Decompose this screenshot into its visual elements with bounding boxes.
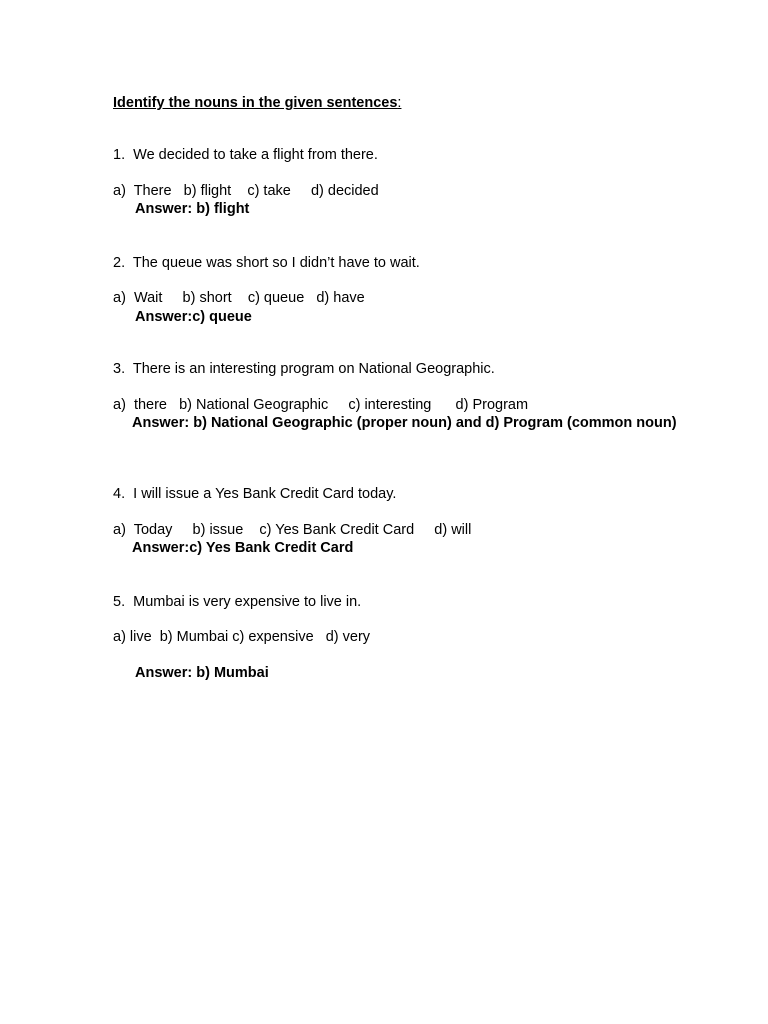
question-1-answer: Answer: b) flight bbox=[135, 201, 250, 217]
question-5-sentence: 5. Mumbai is very expensive to live in. bbox=[113, 594, 362, 610]
question-5-answer: Answer: b) Mumbai bbox=[135, 665, 269, 681]
question-5-options: a) live b) Mumbai c) expensive d) very bbox=[113, 629, 371, 645]
page-title-text: Identify the nouns in the given sentences bbox=[113, 95, 398, 111]
question-4-sentence: 4. I will issue a Yes Bank Credit Card today. bbox=[113, 486, 397, 502]
question-1-sentence: 1. We decided to take a flight from there. bbox=[113, 147, 378, 163]
page-title-colon: : bbox=[397, 95, 402, 111]
question-1-options: a) There b) flight c) take d) decided bbox=[113, 183, 379, 199]
question-2-options: a) Wait b) short c) queue d) have bbox=[113, 290, 365, 306]
page-title bbox=[113, 94, 401, 112]
question-2-answer: Answer:c) queue bbox=[135, 309, 252, 325]
question-2-sentence: 2. The queue was short so I didn’t have to wait. bbox=[113, 255, 420, 271]
question-4-options: a) Today b) issue c) Yes Bank Credit Card d) will bbox=[113, 522, 472, 538]
question-3-answer: Answer: b) National Geographic (proper noun) and d) Program (common noun) bbox=[132, 415, 677, 431]
question-3-sentence: 3. There is an interesting program on National Geographic. bbox=[113, 361, 495, 377]
question-3-options: a) there b) National Geographic c) interesting d) Program bbox=[113, 397, 529, 413]
question-4-answer: Answer:c) Yes Bank Credit Card bbox=[132, 540, 354, 556]
